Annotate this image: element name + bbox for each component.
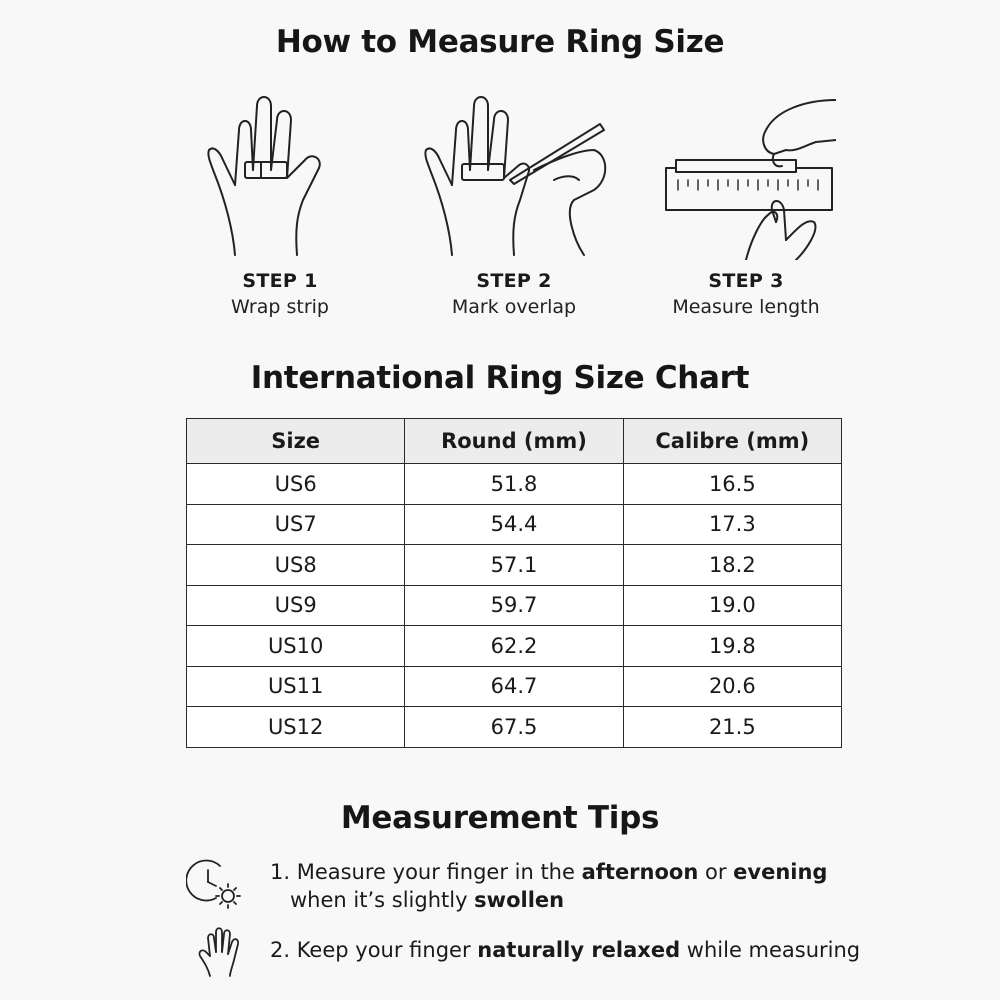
tip-text bbox=[270, 858, 827, 914]
step-label: STEP 3 bbox=[708, 270, 784, 292]
tip-emphasis: afternoon bbox=[581, 860, 699, 884]
table-row bbox=[187, 504, 842, 545]
step-label: STEP 1 bbox=[242, 270, 318, 292]
chart-title: International Ring Size Chart bbox=[250, 360, 750, 396]
table-row bbox=[187, 666, 842, 707]
table-row bbox=[187, 707, 842, 748]
cell-size: US7 bbox=[187, 504, 405, 545]
ruler-measure-icon bbox=[656, 90, 836, 260]
cell-round: 64.7 bbox=[405, 666, 623, 707]
cell-calibre: 17.3 bbox=[623, 504, 841, 545]
tip-text-part: while measuring bbox=[680, 938, 861, 962]
tip-emphasis: naturally relaxed bbox=[477, 938, 681, 962]
header-round: Round (mm) bbox=[405, 419, 623, 464]
table-row bbox=[187, 626, 842, 667]
step-1 bbox=[150, 90, 410, 318]
table-row bbox=[187, 585, 842, 626]
cell-size: US12 bbox=[187, 707, 405, 748]
tip-emphasis: evening bbox=[733, 860, 828, 884]
step-2 bbox=[384, 90, 644, 318]
tip-emphasis: swollen bbox=[474, 888, 565, 912]
cell-round: 62.2 bbox=[405, 626, 623, 667]
cell-calibre: 20.6 bbox=[623, 666, 841, 707]
cell-round: 67.5 bbox=[405, 707, 623, 748]
step-3 bbox=[616, 90, 876, 318]
cell-round: 54.4 bbox=[405, 504, 623, 545]
tip-text-part: or bbox=[698, 860, 734, 884]
header-calibre: Calibre (mm) bbox=[623, 419, 841, 464]
tip-text-part: 2. Keep your finger bbox=[270, 938, 478, 962]
table-header-row bbox=[187, 419, 842, 464]
cell-size: US11 bbox=[187, 666, 405, 707]
header-size: Size bbox=[187, 419, 405, 464]
cell-calibre: 16.5 bbox=[623, 464, 841, 505]
cell-calibre: 19.0 bbox=[623, 585, 841, 626]
cell-size: US10 bbox=[187, 626, 405, 667]
table-row bbox=[187, 464, 842, 505]
step-label: STEP 2 bbox=[476, 270, 552, 292]
page-title: How to Measure Ring Size bbox=[275, 24, 725, 60]
ring-size-table bbox=[186, 418, 842, 748]
tip-text bbox=[270, 936, 860, 964]
hand-mark-pen-icon bbox=[414, 90, 614, 260]
cell-round: 51.8 bbox=[405, 464, 623, 505]
cell-size: US8 bbox=[187, 545, 405, 586]
cell-round: 59.7 bbox=[405, 585, 623, 626]
cell-size: US6 bbox=[187, 464, 405, 505]
cell-round: 57.1 bbox=[405, 545, 623, 586]
tip-text-part: 1. Measure your finger in the bbox=[270, 860, 582, 884]
step-description: Wrap strip bbox=[231, 296, 329, 318]
tips-title: Measurement Tips bbox=[340, 800, 660, 836]
step-description: Mark overlap bbox=[451, 296, 577, 318]
cell-size: US9 bbox=[187, 585, 405, 626]
relaxed-hand-icon bbox=[194, 924, 244, 978]
step-description: Measure length bbox=[672, 296, 820, 318]
clock-sun-icon bbox=[186, 856, 246, 916]
cell-calibre: 18.2 bbox=[623, 545, 841, 586]
cell-calibre: 21.5 bbox=[623, 707, 841, 748]
hand-wrap-strip-icon bbox=[195, 90, 365, 260]
tip-text-part: when it’s slightly bbox=[290, 888, 475, 912]
table-row bbox=[187, 545, 842, 586]
cell-calibre: 19.8 bbox=[623, 626, 841, 667]
